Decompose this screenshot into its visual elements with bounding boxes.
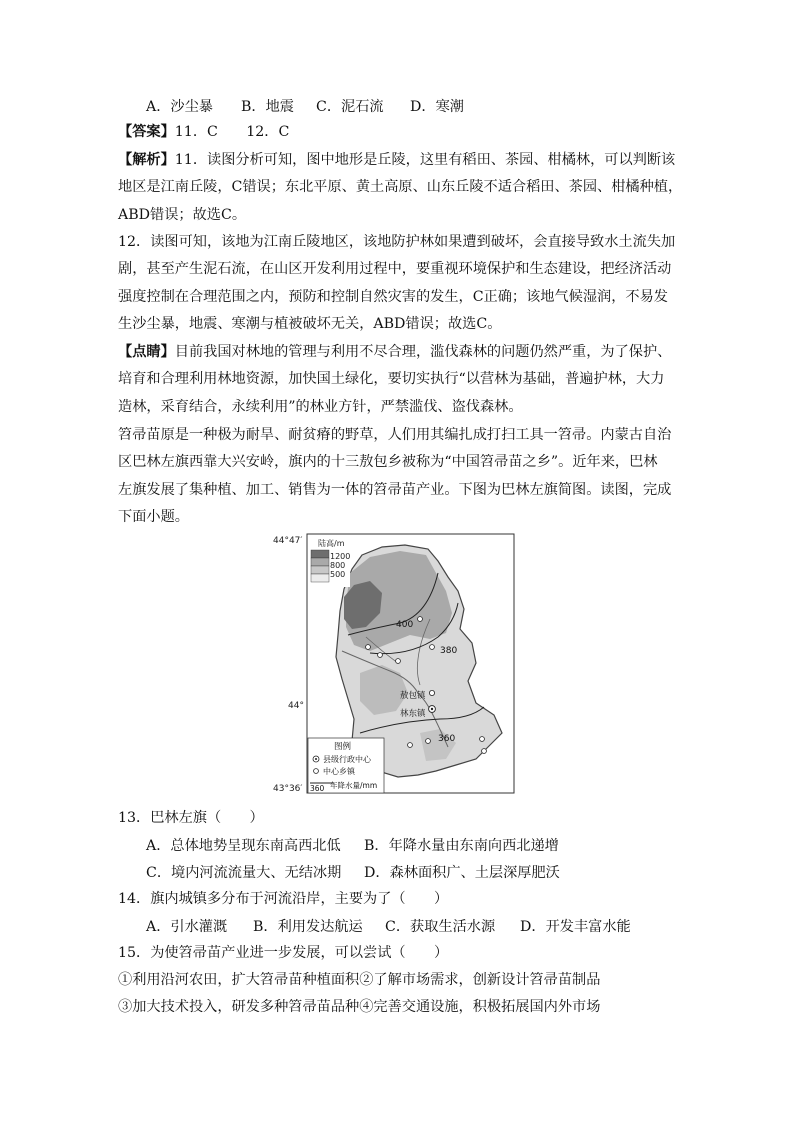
analysis-line-5: 剧，甚至产生泥石流，在山区开发利用过程中，要重视环境保护和生态建设，把经济活动	[118, 261, 672, 277]
town-dot	[482, 749, 487, 754]
analysis-line-6: 强度控制在合理范围之内，预防和控制自然灾害的发生，C正确；该地气候湿润，不易发	[118, 289, 668, 305]
town-dot	[378, 653, 383, 658]
q15-stem: 15．为使笤帚苗产业进一步发展，可以尝试（ ）	[118, 945, 449, 961]
q10-option-d: D．寒潮	[410, 99, 464, 115]
intro-line-4: 下面小题。	[118, 509, 189, 525]
q13-option-c: C．境内河流流量大、无结冰期	[146, 865, 342, 881]
q10-option-c: C．泥石流	[316, 99, 384, 115]
isoline-label-360: 360	[438, 734, 456, 744]
lat-label-top: 44°47′	[273, 536, 303, 546]
legend-isoline-label: 年降水量/mm	[330, 781, 378, 790]
q13-option-b: B．年降水量由东南向西北递增	[364, 838, 559, 854]
town-dot	[426, 739, 431, 744]
map-figure	[270, 533, 516, 795]
isoline-label-400: 400	[396, 620, 414, 630]
q15-line-1: ①利用沿河农田，扩大笤帚苗种植面积②了解市场需求，创新设计笤帚苗制品	[118, 972, 601, 988]
analysis-line-4: 12．读图可知，该地为江南丘陵地区，该地防护林如果遭到破坏，会直接导致水土流失加	[118, 234, 676, 250]
legend-isoline-value: 360	[310, 784, 325, 793]
elevation-swatch-low	[311, 574, 329, 582]
elevation-swatch-800	[311, 558, 329, 566]
answer-text: 11．C 12．C	[174, 124, 290, 140]
q10-option-a: A．沙尘暴	[146, 99, 213, 115]
balinzuoqi-map	[270, 533, 516, 795]
elevation-label-1200: 1200	[330, 552, 351, 561]
q13-option-d: D．森林面积广、土层深厚肥沃	[364, 865, 560, 881]
intro-line-1: 笤帚苗原是一种极为耐旱、耐贫瘠的野草，人们用其编扎成打扫工具一笤帚。内蒙古自治	[118, 427, 672, 443]
lat-label-mid: 44°	[288, 701, 304, 711]
map-legend-title: 图例	[334, 742, 352, 752]
answer-tag: 【答案】	[118, 124, 175, 140]
analysis-tag: 【解析】	[118, 152, 175, 168]
q14-option-b: B．利用发达航运	[253, 919, 363, 935]
analysis-line-1	[118, 150, 675, 170]
q14-option-c: C．获取生活水源	[385, 919, 496, 935]
q13-stem: 13．巴林左旗（ ）	[118, 810, 264, 826]
intro-line-3: 左旗发展了集种植、加工、销售为一体的笤帚苗产业。下图为巴林左旗简图。读图，完成	[118, 482, 672, 498]
aobao-town-dot	[429, 690, 434, 695]
elevation-swatch-1200	[311, 550, 329, 558]
town-dot	[408, 743, 413, 748]
town-dot	[366, 645, 371, 650]
q14-option-d: D．开发丰富水能	[520, 919, 631, 935]
elevation-label-500: 500	[330, 570, 346, 579]
q14-option-a: A．引水灌溉	[146, 919, 228, 935]
q10-option-b: B．地震	[241, 99, 294, 115]
q15-line-2: ③加大技术投入，研发多种笤帚苗品种④完善交通设施，积极拓展国内外市场	[118, 999, 601, 1015]
legend-county-seat: 县级行政中心	[323, 755, 371, 764]
dianjing-tag: 【点睛】	[118, 344, 175, 360]
town-dot	[418, 617, 423, 622]
elevation-legend-title: 陆高/m	[318, 539, 345, 548]
town-dot	[480, 737, 485, 742]
analysis-line-7: 生沙尘暴，地震、寒潮与植被破坏无关，ABD错误；故选C。	[118, 316, 502, 332]
answer-line	[118, 122, 289, 142]
town-dot	[430, 645, 435, 650]
analysis-text-1: 11．读图分析可知，图中地形是丘陵，这里有稻田、茶园、柑橘林，可以判断该	[174, 152, 676, 168]
lat-label-bottom: 43°36′	[273, 784, 303, 794]
analysis-line-2: 地区是江南丘陵，C错误；东北平原、黄土高原、山东丘陵不适合稻田、茶园、柑橘种植，	[118, 179, 683, 195]
town-dot	[396, 659, 401, 664]
isoline-label-380: 380	[440, 646, 458, 656]
analysis-line-3: ABD错误；故选C。	[118, 207, 247, 223]
dianjing-line-2: 培育和合理利用林地资源，加快国土绿化，要切实执行“以营林为基础，普遍护林，大力	[118, 371, 665, 387]
dianjing-line-3: 造林，采育结合，永续利用”的林业方针，严禁滥伐、盗伐森林。	[118, 399, 523, 415]
q14-stem: 14．旗内城镇多分布于河流沿岸，主要为了（ ）	[118, 891, 449, 907]
county-seat-dot	[431, 708, 433, 710]
elevation-label-800: 800	[330, 561, 346, 570]
dianjing-line-1	[118, 342, 671, 362]
elevation-swatch-500	[311, 566, 329, 574]
q13-option-a: A．总体地势呈现东南高西北低	[146, 838, 341, 854]
town-label-aobao: 敖包镇	[400, 691, 426, 701]
county-seat-legend-dot	[315, 758, 317, 760]
legend-town: 中心乡镇	[323, 767, 355, 776]
intro-line-2: 区巴林左旗西靠大兴安岭，旗内的十三敖包乡被称为“中国笤帚苗之乡”。近年来，巴林	[118, 454, 658, 470]
town-legend-icon	[314, 769, 319, 774]
dianjing-text-1: 目前我国对林地的管理与利用不尽合理，滥伐森林的问题仍然严重，为了保护、	[174, 344, 672, 360]
town-label-lindong: 林东镇	[400, 709, 426, 719]
